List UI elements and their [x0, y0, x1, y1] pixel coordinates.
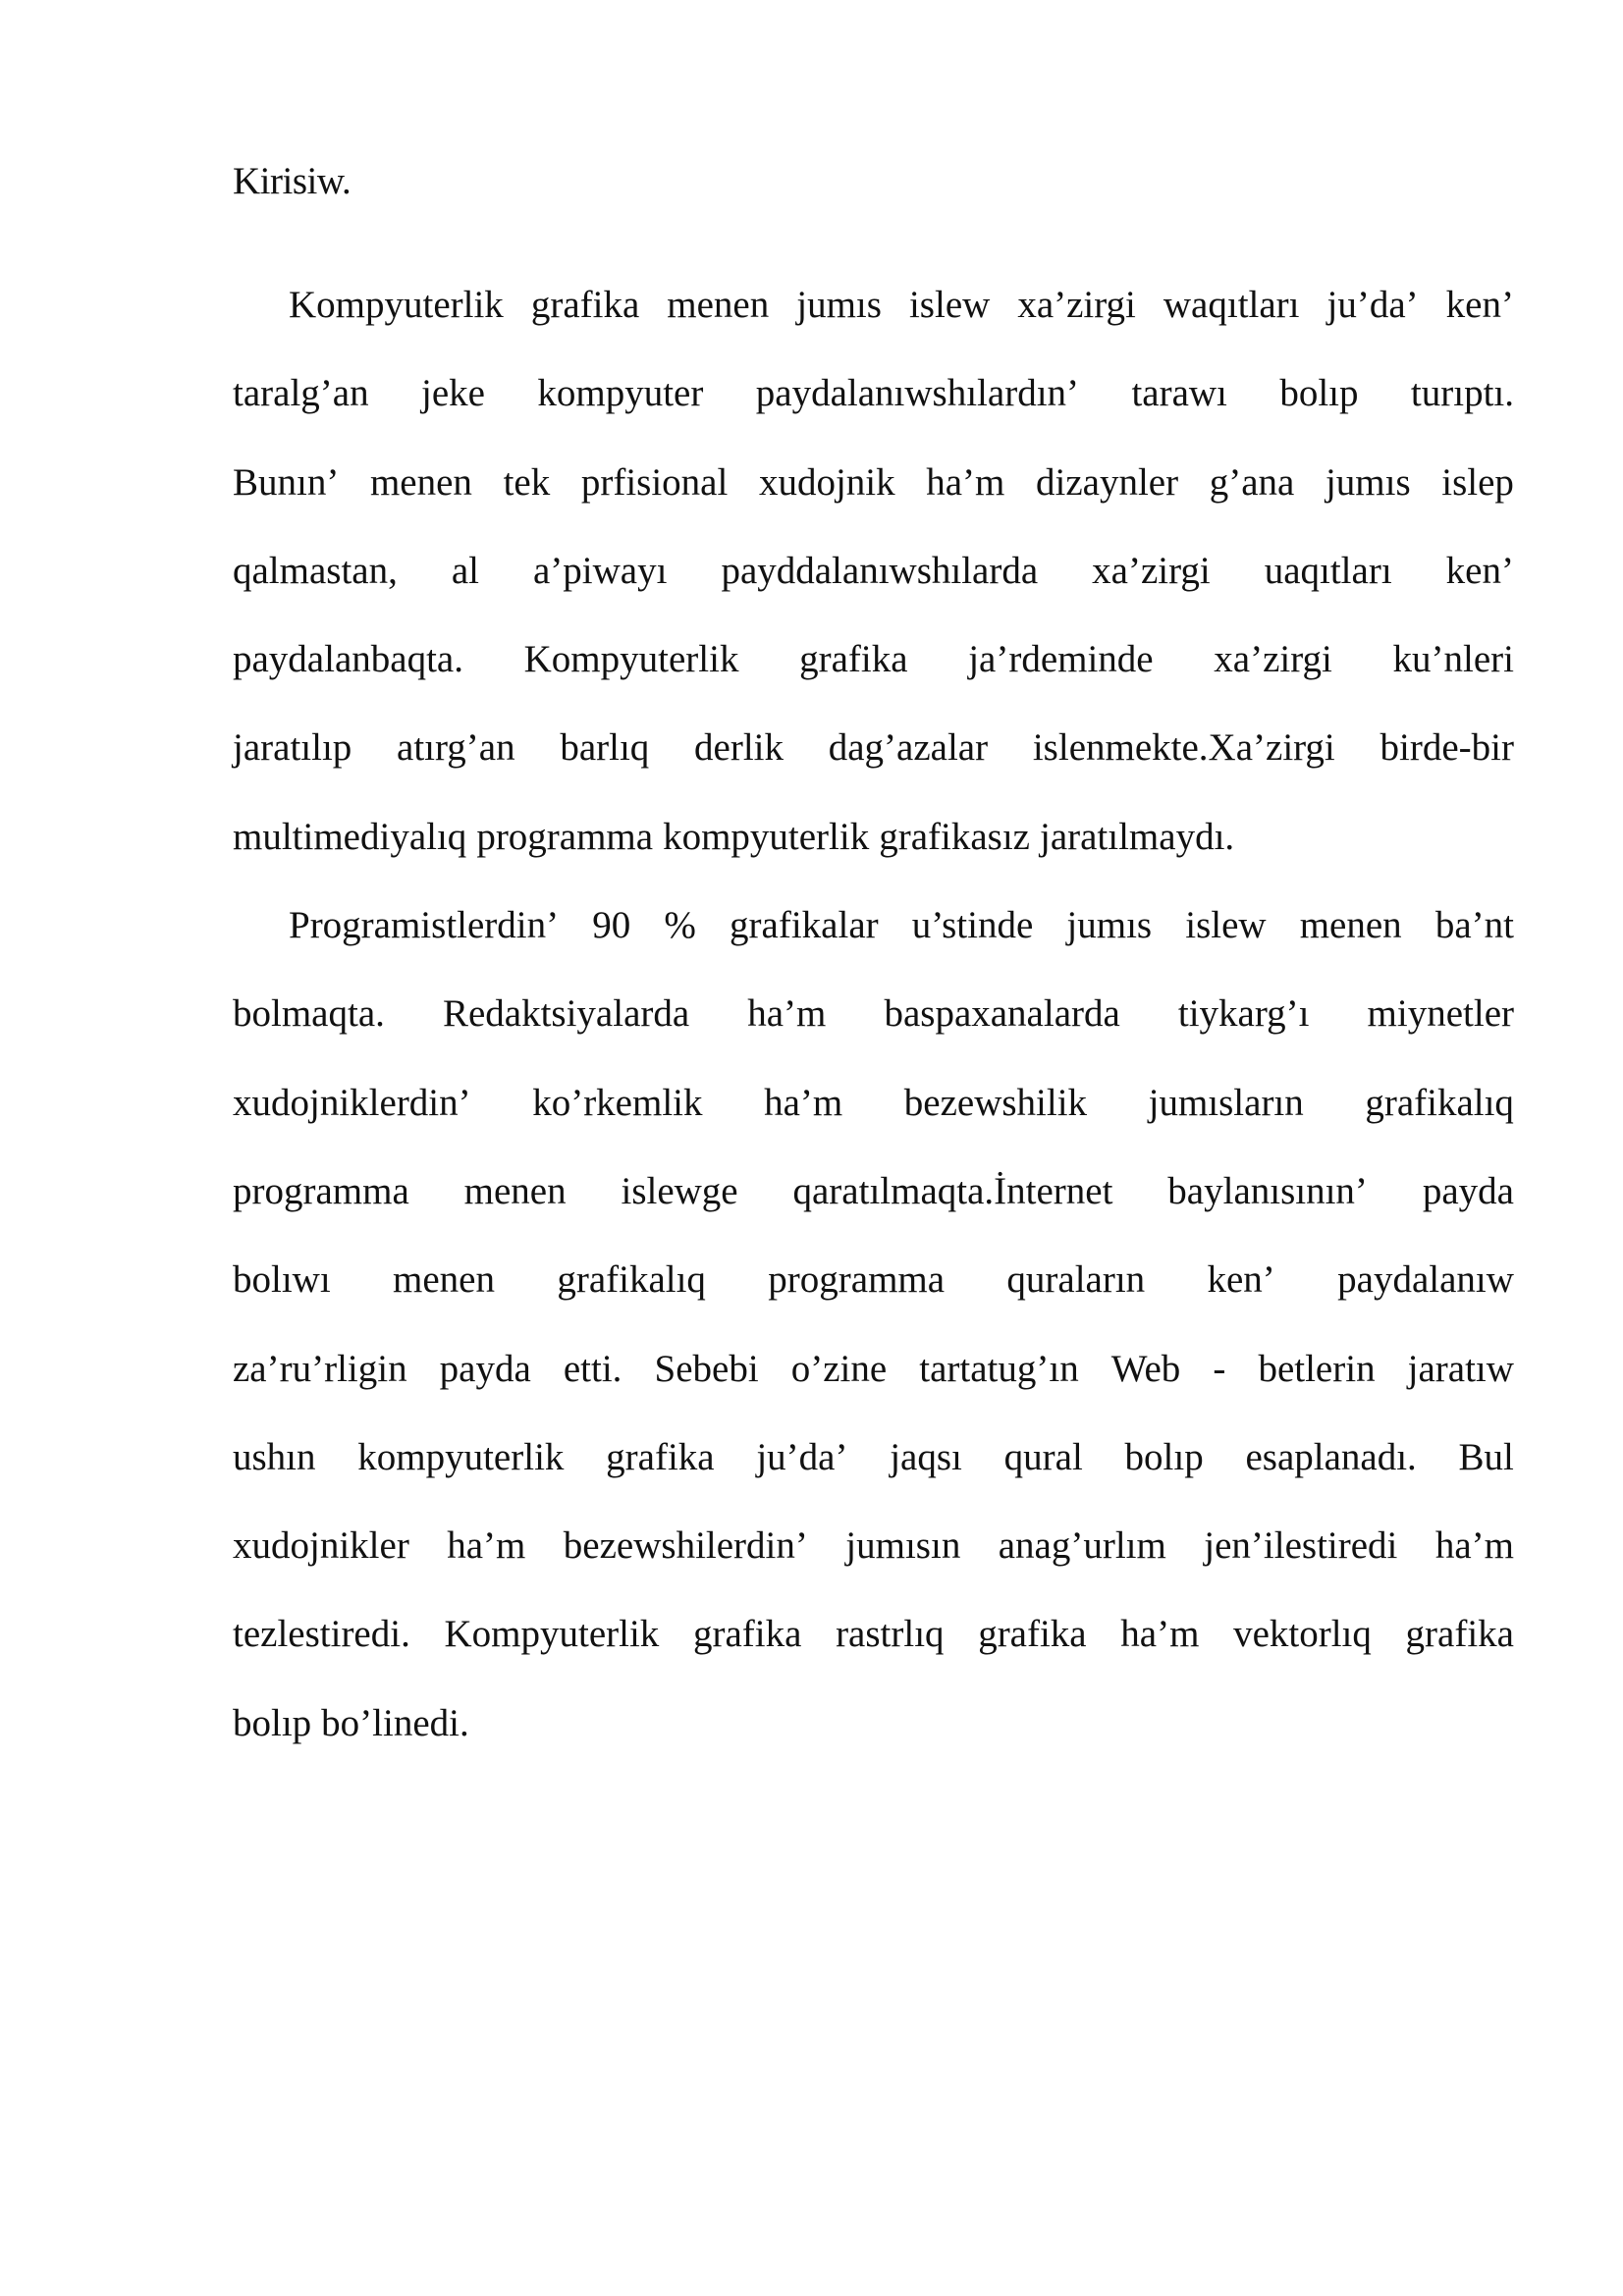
- word: jumıs: [1066, 904, 1153, 947]
- word: %: [664, 904, 696, 947]
- text-line: [233, 1059, 1514, 1148]
- word: islew: [908, 284, 991, 326]
- word: ha’m: [1120, 1613, 1200, 1656]
- word: islep: [1441, 460, 1514, 504]
- word: menen: [393, 1258, 495, 1302]
- word: bo’linedi.: [321, 1701, 469, 1744]
- word: ken’: [1445, 284, 1514, 326]
- word: ha’m: [926, 460, 1005, 504]
- word: bolıp: [233, 1701, 312, 1744]
- word: ushın: [233, 1435, 316, 1478]
- word: waqıtları: [1163, 284, 1300, 326]
- word: Bunın’: [233, 460, 340, 504]
- word: kompyuterlik: [663, 815, 870, 858]
- word: bezewshilik: [903, 1081, 1088, 1124]
- word: bolıp: [1279, 372, 1359, 415]
- word: Kompyuterlik: [444, 1613, 660, 1656]
- word: jaratılıp: [233, 726, 352, 770]
- word: ha’m: [1434, 1524, 1514, 1568]
- word: paydalanıwshılardın’: [755, 372, 1080, 415]
- text-line: [233, 261, 1514, 349]
- word: g’ana: [1209, 460, 1295, 504]
- word: barlıq: [560, 726, 650, 770]
- word: o’zine: [790, 1347, 888, 1390]
- word: Programistlerdin’: [289, 904, 560, 947]
- word: jaratıw: [1407, 1347, 1514, 1390]
- word: qaratılmaqta.İnternet: [792, 1169, 1113, 1212]
- word: grafikalar: [730, 904, 879, 947]
- word: ko’rkemlik: [532, 1081, 703, 1124]
- word: esaplanadı.: [1245, 1435, 1417, 1478]
- word: dag’azalar: [828, 726, 989, 770]
- word: za’ru’rligin: [233, 1347, 407, 1390]
- text-line: [233, 1148, 1514, 1236]
- word: grafika: [606, 1435, 715, 1478]
- word: programma: [476, 815, 654, 858]
- word: taralg’an: [233, 372, 369, 415]
- text-line: [233, 970, 1514, 1058]
- word: xudojnik: [758, 460, 895, 504]
- word: Web: [1110, 1347, 1181, 1390]
- word: ju’da’: [1326, 284, 1419, 326]
- word: jen’ilestiredi: [1204, 1524, 1398, 1568]
- word: ha’m: [447, 1524, 526, 1568]
- text-line: [233, 1502, 1514, 1590]
- word: islenmekte.Xa’zirgi: [1032, 726, 1335, 770]
- word: programma: [233, 1169, 409, 1212]
- word: qural: [1003, 1435, 1083, 1478]
- word: bolıp: [1124, 1435, 1204, 1478]
- word: multimediyalıq: [233, 815, 467, 858]
- word: a’piwayı: [533, 549, 668, 592]
- word: tek: [503, 460, 551, 504]
- word: Sebebi: [654, 1347, 759, 1390]
- word: Kompyuterlik: [523, 638, 739, 681]
- word: jeke: [421, 372, 485, 415]
- word: dizaynler: [1036, 460, 1179, 504]
- text-line: [233, 704, 1514, 792]
- text-line: [233, 1590, 1514, 1679]
- text-line: [233, 1236, 1514, 1324]
- word: grafikasız: [879, 815, 1030, 858]
- word: derlik: [694, 726, 784, 770]
- word: islew: [1185, 904, 1267, 947]
- word: vektorlıq: [1233, 1613, 1372, 1656]
- word: menen: [463, 1169, 567, 1212]
- word: ha’m: [764, 1081, 843, 1124]
- word: ba’nt: [1434, 904, 1514, 947]
- word: 90: [592, 904, 631, 947]
- word: atırg’an: [397, 726, 515, 770]
- word: menen: [369, 460, 472, 504]
- word: anag’urlım: [998, 1524, 1166, 1568]
- word: bolıwı: [233, 1258, 331, 1302]
- word: baspaxanalarda: [884, 992, 1120, 1036]
- word: ja’rdeminde: [968, 638, 1154, 681]
- text-line: [233, 1325, 1514, 1414]
- word: grafika: [692, 1613, 802, 1656]
- word: quraların: [1006, 1258, 1146, 1302]
- word: payda: [439, 1347, 531, 1390]
- word: xudojnikler: [233, 1524, 409, 1568]
- word: xa’zirgi: [1214, 638, 1332, 681]
- word: grafika: [799, 638, 908, 681]
- word: betlerin: [1258, 1347, 1376, 1390]
- word: grafikalıq: [557, 1258, 706, 1302]
- word: xa’zirgi: [1092, 549, 1211, 592]
- word: jumısın: [845, 1524, 961, 1568]
- word: tarawı: [1131, 372, 1227, 415]
- word: prfisional: [580, 460, 729, 504]
- word: tiykarg’ı: [1177, 992, 1310, 1036]
- word: jumıs: [1325, 460, 1411, 504]
- word: kompyuter: [537, 372, 704, 415]
- document-body: [233, 261, 1514, 1768]
- word: grafikalıq: [1365, 1081, 1514, 1124]
- word: etti.: [563, 1347, 622, 1390]
- word: ku’nleri: [1392, 638, 1514, 681]
- text-line: [233, 349, 1514, 438]
- word: ken’: [1207, 1258, 1275, 1302]
- word: menen: [667, 284, 770, 326]
- word: rastrlıq: [836, 1613, 945, 1656]
- text-line: [233, 881, 1514, 970]
- word: ha’m: [747, 992, 827, 1036]
- text-line: [233, 1414, 1514, 1502]
- word: birde-bir: [1380, 726, 1514, 770]
- word: grafika: [978, 1613, 1087, 1656]
- word: kompyuterlik: [357, 1435, 565, 1478]
- document-heading: Kirisiw.: [233, 160, 352, 202]
- text-line: [233, 1680, 1514, 1768]
- word: jumısların: [1148, 1081, 1304, 1124]
- document-content: [233, 155, 1514, 1768]
- word: -: [1213, 1347, 1226, 1390]
- word: jaratılmaydı.: [1039, 815, 1235, 858]
- word: Bul: [1458, 1435, 1514, 1478]
- word: Redaktsiyalarda: [442, 992, 690, 1036]
- text-line: [233, 615, 1514, 704]
- word: bezewshilerdin’: [563, 1524, 808, 1568]
- word: ju’da’: [756, 1435, 848, 1478]
- word: baylanısının’: [1167, 1169, 1368, 1212]
- word: Kompyuterlik: [289, 284, 504, 326]
- word: menen: [1299, 904, 1402, 947]
- word: miynetler: [1367, 992, 1514, 1036]
- word: uaqıtları: [1264, 549, 1392, 592]
- word: islewge: [621, 1169, 738, 1212]
- word: payda: [1422, 1169, 1514, 1212]
- word: qalmastan,: [233, 549, 398, 592]
- text-line: [233, 439, 1514, 527]
- word: xa’zirgi: [1017, 284, 1136, 326]
- word: jumıs: [796, 284, 882, 326]
- text-line: [233, 527, 1514, 615]
- word: grafika: [530, 284, 640, 326]
- word: jaqsı: [890, 1435, 962, 1478]
- word: bolmaqta.: [233, 992, 385, 1036]
- word: u’stinde: [911, 904, 1034, 947]
- word: tezlestiredi.: [233, 1613, 410, 1656]
- word: xudojniklerdin’: [233, 1081, 471, 1124]
- word: paydalanıw: [1337, 1258, 1514, 1302]
- word: paydalanbaqta.: [233, 638, 463, 681]
- word: ken’: [1445, 549, 1514, 592]
- word: turıptı.: [1410, 372, 1514, 415]
- word: grafika: [1405, 1613, 1514, 1656]
- word: payddalanıwshılarda: [721, 549, 1039, 592]
- word: tartatug’ın: [919, 1347, 1079, 1390]
- word: programma: [768, 1258, 946, 1302]
- text-line: [233, 793, 1514, 881]
- word: al: [451, 549, 480, 592]
